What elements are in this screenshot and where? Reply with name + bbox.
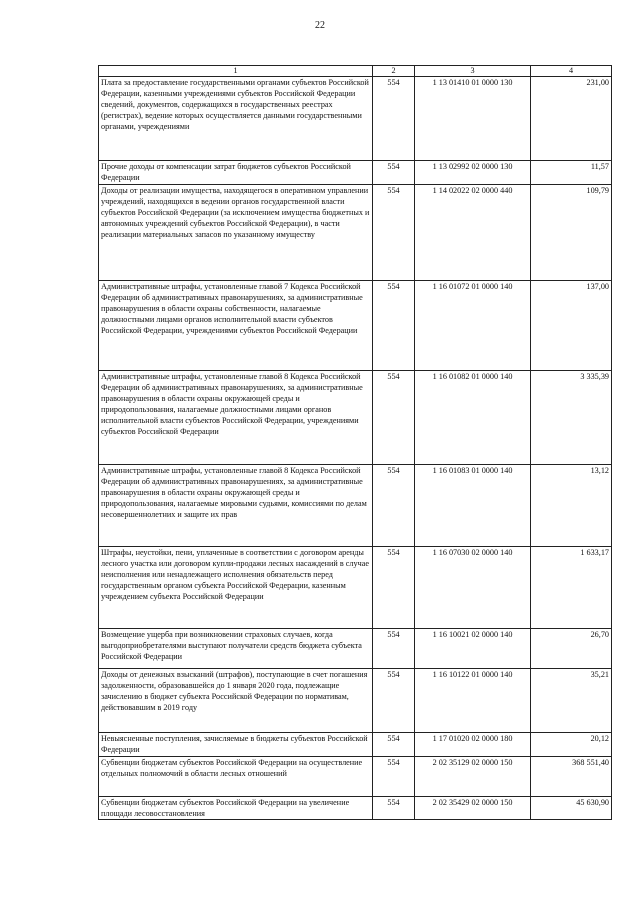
table-row	[99, 281, 612, 371]
row-amount: 137,00	[531, 281, 612, 371]
row-admin-code: 554	[373, 733, 415, 757]
row-description: Субвенции бюджетам субъектов Российской Федерации на осуществление отдельных полномочий в области лесных отношений	[99, 757, 373, 797]
row-description: Плата за предоставление государственными органами субъектов Российской Федерации, казенными учреждениями субъектов Российской Федерации сведений, документов, содержащихся в государственных реестрах (регистрах), ведение которых осуществляется данными государственными органами, учреждениями	[99, 77, 373, 161]
column-header-3: 3	[415, 66, 531, 77]
row-amount: 45 630,90	[531, 797, 612, 820]
row-amount: 35,21	[531, 669, 612, 733]
table-header-row	[99, 66, 612, 77]
row-description: Доходы от реализации имущества, находящегося в оперативном управлении учреждений, находящихся в ведении органов государственной власти субъектов Российской Федерации (за исключением имущества бюджетных и автономных учреждений субъектов Российской Федерации), в части реализации материальных запасов по указанному имуществу	[99, 185, 373, 281]
row-admin-code: 554	[373, 629, 415, 669]
row-admin-code: 554	[373, 77, 415, 161]
table-row	[99, 797, 612, 820]
row-amount: 13,12	[531, 465, 612, 547]
row-admin-code: 554	[373, 797, 415, 820]
row-budget-code: 2 02 35129 02 0000 150	[415, 757, 531, 797]
row-description: Административные штрафы, установленные главой 8 Кодекса Российской Федерации об административных правонарушениях, за административные правонарушения в области охраны окружающей среды и природопользования, налагаемые мировыми судьями, комиссиями по делам несовершеннолетних и защите их прав	[99, 465, 373, 547]
row-budget-code: 1 16 10021 02 0000 140	[415, 629, 531, 669]
table-row	[99, 757, 612, 797]
row-budget-code: 1 16 01082 01 0000 140	[415, 371, 531, 465]
row-description: Доходы от денежных взысканий (штрафов), поступающие в счет погашения задолженности, образовавшейся до 1 января 2020 года, подлежащие зачислению в бюджет субъекта Российской Федерации по нормативам, действовавшим в 2019 году	[99, 669, 373, 733]
row-admin-code: 554	[373, 281, 415, 371]
row-budget-code: 1 16 07030 02 0000 140	[415, 547, 531, 629]
row-admin-code: 554	[373, 547, 415, 629]
table-row	[99, 465, 612, 547]
row-description: Субвенции бюджетам субъектов Российской Федерации на увеличение площади лесовосстановления	[99, 797, 373, 820]
row-amount: 368 551,40	[531, 757, 612, 797]
row-amount: 26,70	[531, 629, 612, 669]
row-description: Возмещение ущерба при возникновении страховых случаев, когда выгодоприобретателями выступают получатели средств бюджета субъекта Российской Федерации	[99, 629, 373, 669]
row-budget-code: 1 16 01083 01 0000 140	[415, 465, 531, 547]
row-admin-code: 554	[373, 185, 415, 281]
row-budget-code: 1 13 01410 01 0000 130	[415, 77, 531, 161]
row-admin-code: 554	[373, 371, 415, 465]
row-description: Прочие доходы от компенсации затрат бюджетов субъектов Российской Федерации	[99, 161, 373, 185]
table-row	[99, 669, 612, 733]
page-number: 22	[315, 20, 325, 31]
row-budget-code: 1 13 02992 02 0000 130	[415, 161, 531, 185]
table-row	[99, 161, 612, 185]
column-header-2: 2	[373, 66, 415, 77]
row-amount: 1 633,17	[531, 547, 612, 629]
row-admin-code: 554	[373, 669, 415, 733]
table-row	[99, 371, 612, 465]
column-header-1: 1	[99, 66, 373, 77]
column-header-4: 4	[531, 66, 612, 77]
row-amount: 11,57	[531, 161, 612, 185]
row-budget-code: 1 17 01020 02 0000 180	[415, 733, 531, 757]
row-description: Административные штрафы, установленные главой 7 Кодекса Российской Федерации об административных правонарушениях, за административные правонарушения в области охраны собственности, налагаемые должностными лицами органов исполнительной власти субъектов Российской Федерации, учреждениями субъектов Российской Федерации	[99, 281, 373, 371]
table-body	[99, 77, 612, 820]
row-budget-code: 2 02 35429 02 0000 150	[415, 797, 531, 820]
row-budget-code: 1 16 01072 01 0000 140	[415, 281, 531, 371]
row-amount: 231,00	[531, 77, 612, 161]
row-admin-code: 554	[373, 757, 415, 797]
row-admin-code: 554	[373, 161, 415, 185]
row-amount: 3 335,39	[531, 371, 612, 465]
row-description: Административные штрафы, установленные главой 8 Кодекса Российской Федерации об административных правонарушениях, за административные правонарушения в области охраны окружающей среды и природопользования, налагаемые должностными лицами органов исполнительной власти субъектов Российской Федерации, учреждениями субъектов Российской Федерации	[99, 371, 373, 465]
table-row	[99, 185, 612, 281]
row-amount: 20,12	[531, 733, 612, 757]
row-amount: 109,79	[531, 185, 612, 281]
row-budget-code: 1 16 10122 01 0000 140	[415, 669, 531, 733]
row-budget-code: 1 14 02022 02 0000 440	[415, 185, 531, 281]
table-row	[99, 629, 612, 669]
table-row	[99, 77, 612, 161]
row-admin-code: 554	[373, 465, 415, 547]
row-description: Штрафы, неустойки, пени, уплаченные в соответствии с договором аренды лесного участка или договором купли-продажи лесных насаждений в случае неисполнения или ненадлежащего исполнения обязательств перед государственным органом субъекта Российской Федерации, казенным учреждением субъекта Российской Федерации	[99, 547, 373, 629]
row-description: Невыясненные поступления, зачисляемые в бюджеты субъектов Российской Федерации	[99, 733, 373, 757]
revenue-table	[98, 65, 612, 820]
table-row	[99, 547, 612, 629]
table-row	[99, 733, 612, 757]
